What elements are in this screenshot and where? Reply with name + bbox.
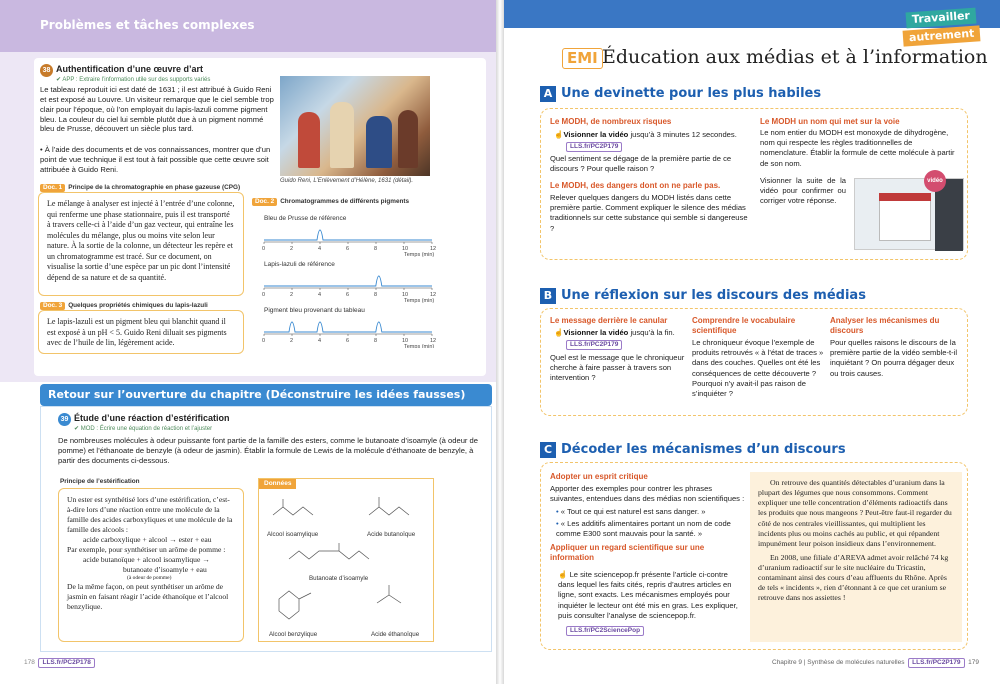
chromatogram-label: Bleu de Prusse de référence: [264, 215, 347, 222]
molecule-label: Alcool benzylique: [269, 631, 318, 638]
section-a-letter: A: [540, 86, 556, 102]
a-question-2: Relever quelques dangers du MODH listés dans cette première partie. Comment expliquer le silence des médias traditionnels sur cette substance qui semble si dangereuse ?: [550, 193, 748, 233]
tick-label: 8: [374, 292, 378, 298]
c-text-2-body: Le site sciencepop.fr présente l’article ci-contre dans lequel les faits cités, repris d’autres articles en ligne, sont exacts. Les mécanismes employés pour inquiéter le lecteur ont été mis en gras. Les expliquer, puis consulter l’analyse de sciencepop.fr.: [558, 570, 738, 620]
page-number: 179: [968, 659, 980, 666]
article-paragraph-1: On retrouve des quantités détectables d’uranium dans la plupart des légumes que nous consommons. Comment expliquer une telle concentration d’éléments radioactifs dans les produits que nous mangeons ? Peut-être faut-il regarder du côté de nos centrales vieillissantes, qui multiplient les incidents plus ou moins cachés au public, et qui répandent impunément leur poison insidieux dans l’environnement.: [758, 478, 952, 548]
doc1-label: [40, 184, 240, 192]
hand-icon: ☝: [554, 130, 564, 139]
b-question-1: Quel est le message que le chroniqueur cherche à faire passer à travers son intervention ?: [550, 353, 685, 383]
tick-label: 4: [318, 292, 322, 298]
tick-label: 10: [402, 292, 409, 298]
doc3-tag: Doc. 3: [40, 302, 65, 310]
tick-label: 6: [346, 292, 350, 298]
video-icon[interactable]: vidéo: [924, 170, 946, 192]
a-video-rest: jusqu’à 3 minutes 12 secondes.: [628, 130, 737, 139]
ex39-skill: ✔ MOD : Écrire une équation de réaction et l’ajuster: [74, 426, 213, 432]
tick-label: 10: [402, 338, 409, 344]
b-link[interactable]: LLS.fr/PC2P179: [566, 340, 622, 350]
section-a-title: [540, 86, 821, 102]
b-question-3: Pour quelles raisons le discours de la première partie de la vidéo semble-t-il inquiétant ? On pourra dégager deux ou trois causes.: [830, 338, 958, 378]
ex39-title-text: Étude d’une réaction d’estérification: [74, 413, 230, 423]
b-video-instruction: [554, 328, 690, 338]
section-b-title: [540, 288, 866, 304]
a-subtitle-3: Le MODH un nom qui met sur la voie: [760, 117, 900, 126]
ex38-title: [40, 64, 203, 77]
section-c-title: [540, 442, 846, 458]
section-b-text: Une réflexion sur les discours des médias: [561, 288, 866, 303]
page-number: 178: [24, 659, 35, 666]
tick-label: 6: [346, 246, 350, 252]
tick-label: 4: [318, 246, 322, 252]
hand-icon: ☝: [558, 570, 570, 579]
right-page: [504, 0, 1000, 684]
chromatograms: [256, 208, 446, 348]
ex38-skill: ✔ APP : Extraire l’information utile sur des supports variés: [56, 77, 211, 83]
equation-1: acide carboxylique + alcool → ester + eau: [83, 535, 212, 545]
a-question-1: Quel sentiment se dégage de la première partie de ce discours ? Pour quelle raison ?: [550, 154, 732, 174]
tick-label: 2: [290, 292, 294, 298]
page-title: Éducation aux médias et à l’information: [602, 46, 988, 68]
footer-chapter: Chapitre 9 | Synthèse de molécules naturelles: [772, 659, 905, 666]
left-header: [0, 0, 496, 52]
axis-unit: Temps (min): [404, 252, 435, 258]
ex39-title: [58, 413, 230, 426]
c-bullet-1: • « Tout ce qui est naturel est sans danger. »: [556, 507, 706, 516]
principe-text-2: Par exemple, pour synthétiser un arôme de pomme :: [67, 545, 226, 555]
equation-2c: (à odeur de pomme): [127, 575, 172, 582]
a-video-instruction: [554, 130, 754, 140]
tick-label: 0: [262, 246, 266, 252]
video-thumbnail[interactable]: [854, 178, 964, 250]
c-bullet-1-text: « Tout ce qui est naturel est sans danger. »: [560, 507, 706, 516]
molecule-label: Acide éthanoïque: [371, 631, 420, 638]
section-c-letter: C: [540, 442, 556, 458]
a-subtitle-2: Le MODH, des dangers dont on ne parle pas.: [550, 181, 721, 190]
tick-label: 8: [374, 338, 378, 344]
section-b-letter: B: [540, 288, 556, 304]
c-text-2: [558, 570, 746, 621]
retour-banner: Retour sur l’ouverture du chapitre (Déconstruire les idées fausses): [40, 384, 492, 406]
principe-box: [58, 488, 244, 642]
doc3-label: [40, 302, 208, 310]
ex39-paragraph: De nombreuses molécules à odeur puissante font partie de la famille des esters, comme le butanoate d’isoamyle (à odeur de pomme) et l’éthanoate de benzyle (à odeur de jasmin). Établir la formule de Lewis de la molécule d’éthanoate de benzyle, à partir des documents ci-dessous.: [58, 436, 478, 465]
ex38-question: • À l’aide des documents et de vos connaissances, montrer que d’un point de vue technique il est tout à fait possible que cette œuvre soit attribuée à Guido Reni.: [40, 145, 271, 174]
section-a-text: Une devinette pour les plus habiles: [561, 86, 822, 101]
chromatogram-label: Pigment bleu provenant du tableau: [264, 307, 365, 314]
doc1-box: Le mélange à analyser est injecté à l’entrée d’une colonne, qui renferme une phase stationnaire, puis il est transporté à travers celle-ci à l’aide d’un gaz vecteur, qui entraîne les molécules du mélange, plus ou moins vite selon leur nature. À la sortie de la colonne, un détecteur les repère et un chromatogramme est tracé. Sur ce document, on visualise la sortie d’une espèce par un pic dont l’intensité dépend de sa nature et de sa quantité.: [38, 192, 244, 296]
a-question-3b: Visionner la suite de la vidéo pour confirmer ou corriger votre réponse.: [760, 176, 846, 206]
tick-label: 4: [318, 338, 322, 344]
painting-image: [280, 76, 430, 176]
tick-label: 12: [430, 292, 437, 298]
axis-unit: Temps (min): [404, 344, 435, 348]
section-c-text: Décoder les mécanismes d’un discours: [561, 442, 846, 457]
donnees-header: Données: [259, 479, 296, 489]
principe-text-3: De la même façon, on peut synthétiser un arôme de jasmin en faisant réagir l’acide éthanoïque et l’alcool benzylique.: [67, 582, 229, 612]
chromatogram-label: Lapis-lazuli de référence: [264, 261, 335, 268]
tick-label: 2: [290, 246, 294, 252]
article-box: [750, 472, 962, 642]
a-subtitle-1: Le MODH, de nombreux risques: [550, 117, 672, 126]
chromatogram-trace: [264, 322, 432, 332]
tick-label: 0: [262, 338, 266, 344]
painting-caption: Guido Reni, L’Enlèvement d’Hélène, 1631 (détail).: [280, 178, 414, 184]
doc1-title: Principe de la chromatographie en phase gazeuse (CPG): [68, 184, 241, 191]
doc1-tag: Doc. 1: [40, 184, 65, 192]
donnees-box: [258, 478, 434, 642]
ex39-number: 39: [58, 413, 71, 426]
footer-link[interactable]: LLS.fr/PC2P179: [908, 658, 964, 668]
section-tab: Problèmes et tâches complexes: [40, 18, 255, 32]
b-question-2: Le chroniqueur évoque l’exemple de produits retrouvés « à l’état de traces » dans des couches. Quelles ont été les conséquences de cette découverte ? Pourquoi n’y avait-il pas raison de s’inquiéter ?: [692, 338, 824, 398]
ex38-number: 38: [40, 64, 53, 77]
a-question-3: Le nom entier du MODH est monoxyde de dihydrogène, nom qui respecte les règles traditionnelles de nomenclature. Établir la formule de cette molécule à partir de son nom.: [760, 128, 955, 168]
b-subtitle-3: Analyser les mécanismes du discours: [830, 316, 940, 335]
travailler-tag: Travailler: [906, 8, 977, 29]
molecule-label: Butanoate d’isoamyle: [309, 575, 369, 582]
right-footer: [772, 658, 979, 668]
b-video-rest: jusqu’à la fin.: [628, 328, 675, 337]
principe-text-1: Un ester est synthétisé lors d’une estérification, c’est-à-dire lors d’une réaction entre une molécule de la famille des acides carboxyliques et une molécule de la famille des alcools :: [67, 495, 233, 535]
c-subtitle-1: Adopter un esprit critique: [550, 472, 648, 481]
left-footer: [24, 658, 95, 668]
article-paragraph-2: En 2008, une filiale d’AREVA admet avoir relâché 74 kg d’uranium radioactif sur le site nucléaire du Tricastin, contaminant ainsi des cours d’eau affluents du Rhône. Après de tels « incidents », rien d’étonnant à ce que cet uranium se retrouve dans nos assiettes !: [758, 552, 949, 603]
chromatogram-trace: [264, 276, 432, 286]
principe-label: Principe de l’estérification: [60, 478, 140, 485]
c-bullet-2-text: « Les additifs alimentaires portant un nom de code comme E300 sont mauvais pour la santé. »: [556, 519, 731, 539]
c-link[interactable]: LLS.fr/PC2SciencePop: [566, 626, 644, 636]
tick-label: 10: [402, 246, 409, 252]
left-page: [0, 0, 496, 684]
book-gutter: [496, 0, 504, 684]
chromatogram-trace: [264, 230, 432, 240]
footer-link[interactable]: LLS.fr/PC2P178: [38, 658, 94, 668]
ex38-title-text: Authentification d’une œuvre d’art: [56, 64, 204, 74]
c-bullet-2: • « Les additifs alimentaires portant un nom de code comme E300 sont mauvais pour la santé. »: [556, 519, 731, 539]
c-text-1: Apporter des exemples pour contrer les phrases suivantes, entendues dans des médias non scientifiques :: [550, 484, 745, 504]
a-video-label: Visionner la vidéo: [563, 130, 629, 139]
doc2-label: [252, 198, 409, 206]
a-link[interactable]: LLS.fr/PC2P179: [566, 142, 622, 152]
doc2-title: Chromatogrammes de différents pigments: [280, 198, 410, 205]
b-subtitle-2: Comprendre le vocabulaire scientifique: [692, 316, 796, 335]
hand-icon: ☝: [554, 328, 564, 337]
tick-label: 0: [262, 292, 266, 298]
emi-badge: EMI: [562, 48, 603, 69]
molecule-drawings: [259, 479, 435, 643]
tick-label: 8: [374, 246, 378, 252]
autrement-tag: autrement: [902, 25, 980, 46]
b-video-label: Visionner la vidéo: [563, 328, 629, 337]
tick-label: 6: [346, 338, 350, 344]
b-subtitle-1: Le message derrière le canular: [550, 316, 668, 325]
c-subtitle-2: Appliquer un regard scientifique sur une information: [550, 543, 705, 562]
doc3-box: Le lapis-lazuli est un pigment bleu qui blanchit quand il est exposé à un pH < 5. Guido Reni diluait ses pigments avec de l’huile de lin, légèrement acide.: [38, 310, 244, 354]
ex38-paragraph: Le tableau reproduit ici est daté de 1631 ; il est attribué à Guido Reni et est exposé au Louvre. Un visiteur remarque que le ciel semble trop clair pour l’époque, où l’on employait du lapis-lazuli comme pigment bleu. La couleur du ciel lui semble plutôt due à un pigment nommé bleu de Prusse, découvert un siècle plus tard.: [40, 85, 274, 134]
tick-label: 2: [290, 338, 294, 344]
equation-2a: acide butanoïque + alcool isoamylique →: [83, 555, 210, 565]
doc2-tag: Doc. 2: [252, 198, 277, 206]
tick-label: 12: [430, 246, 437, 252]
molecule-label: Acide butanoïque: [367, 531, 416, 538]
molecule-label: Alcool isoamylique: [267, 531, 319, 538]
equation-2b: butanoate d’isoamyle + eau: [123, 565, 207, 575]
tick-label: 12: [430, 338, 437, 344]
doc3-title: Quelques propriétés chimiques du lapis-lazuli: [68, 302, 208, 309]
axis-unit: Temps (min): [404, 298, 435, 304]
